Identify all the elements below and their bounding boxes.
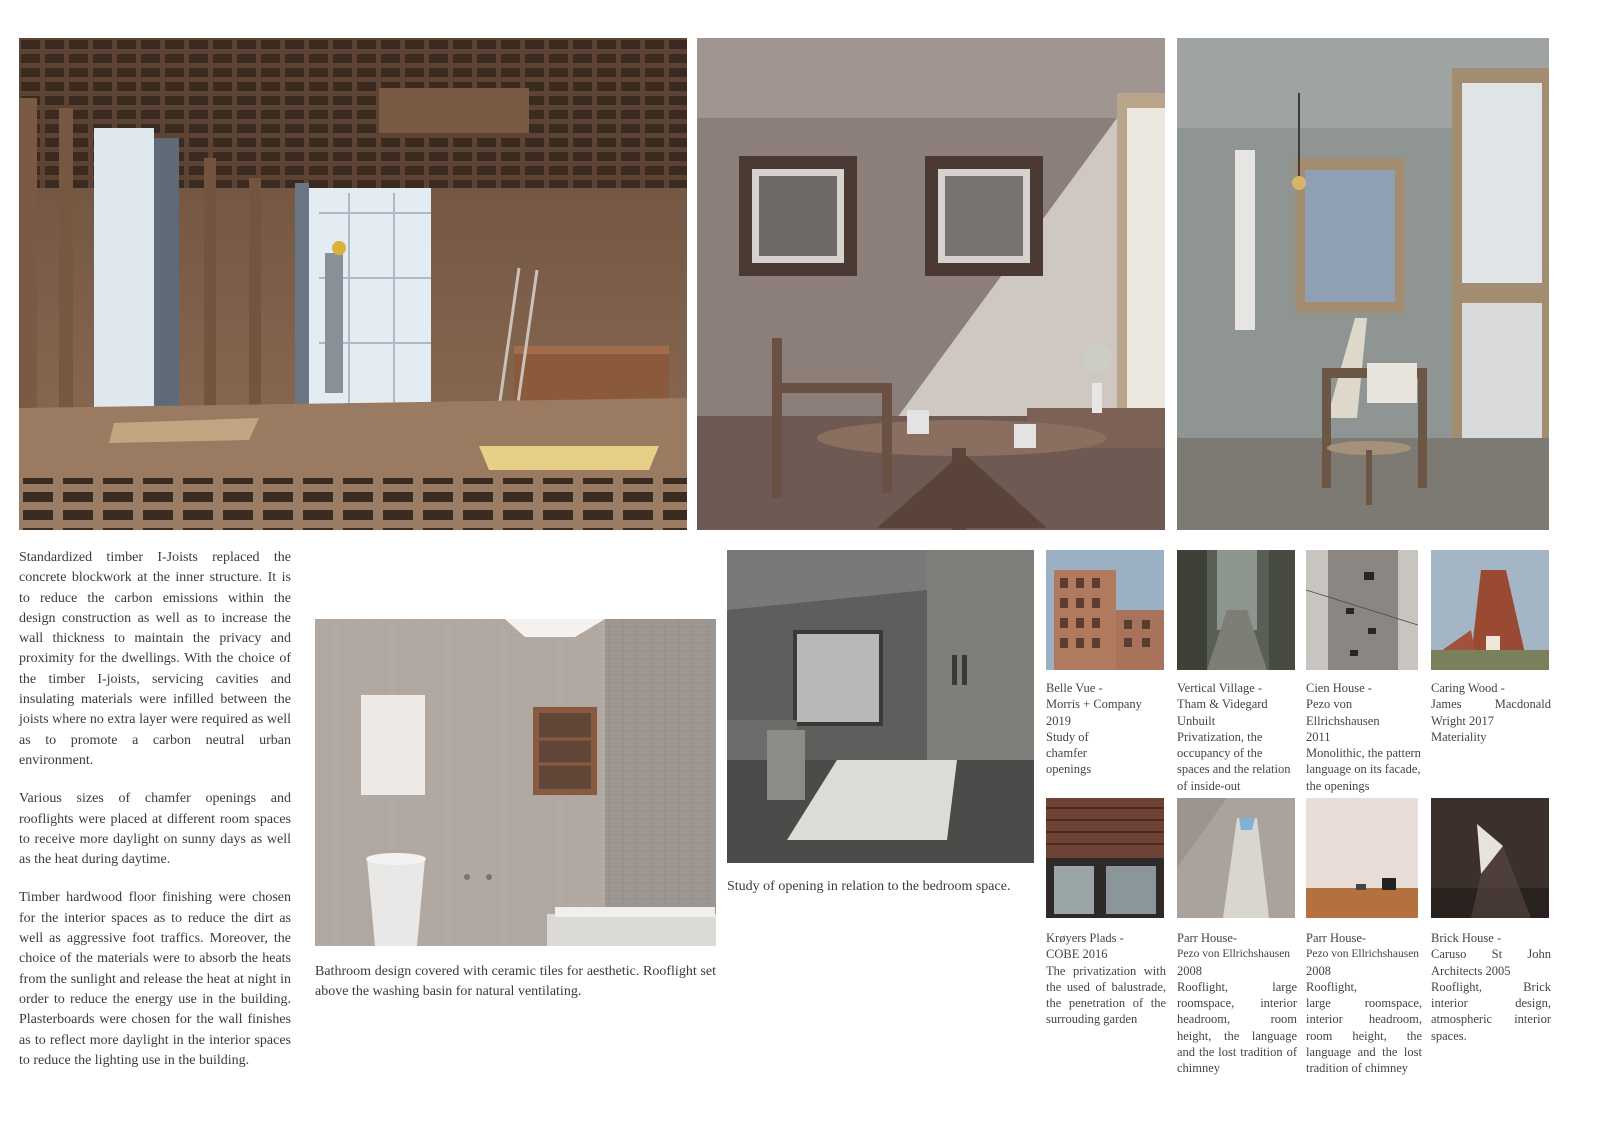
- precedent-caption-8: [1431, 930, 1551, 1044]
- intro-paragraph-3: Timber hardwood floor finishing were chosen for the interior spaces as to reduce the dirt as well as aggressive foot traffics. Moreover, the choice of the materials were to absorb the heats from the sunlight and release the heat at night in order to reduce the energy use in the building. Plasterboards were chosen for the wall finishes as to reflect more daylight in the interior spaces to reduce the lighting use in the building.: [19, 890, 291, 1068]
- precedent-6-line-1: Parr House-: [1177, 931, 1238, 945]
- precedent-2-line-3: Unbuilt: [1177, 713, 1216, 728]
- precedent-5-line-2: COBE 2016: [1046, 947, 1108, 962]
- intro-paragraph-1: Standardized timber I-Joists replaced the concrete blockwork at the inner structure. It is to reduce the carbon emissions within the design construction as well as to increase the wall thickness to maintain the privacy and proximity for the dwellings. With the choice of the timber I-joists, servicing cavities and insulating materials were infilled between the joists where no extra layer were required as well as to promote a carbon neutral urban environment.: [19, 550, 291, 768]
- intro-text: [19, 548, 291, 1089]
- bedroom-opening-render: [727, 550, 1034, 863]
- precedent-3-line-1: Cien House -: [1306, 681, 1372, 695]
- precedent-7-line-1: Parr House-: [1306, 931, 1367, 945]
- precedent-7-line-3: 2008: [1306, 963, 1331, 978]
- precedent-caption-5: [1046, 930, 1166, 1028]
- precedent-caption-7: [1306, 930, 1422, 1077]
- precedent-3-desc: Monolithic, the pattern language on its facade, the openings: [1306, 746, 1421, 793]
- precedent-6-line-3: 2008: [1177, 963, 1202, 978]
- precedent-6-line-2: Pezo von Ellrichshausen: [1177, 948, 1291, 961]
- precedent-4-extra: Materiality: [1431, 729, 1487, 744]
- precedent-4-line-1: Caring Wood -: [1431, 681, 1505, 695]
- precedent-caption-2: [1177, 680, 1297, 794]
- precedent-2-line-1: Vertical Village -: [1177, 681, 1263, 695]
- precedent-thumb-parr-house-interior: [1306, 798, 1418, 918]
- bathroom-caption: Bathroom design covered with ceramic tiles for aesthetic. Rooflight set above the washing basin for natural ventilating.: [315, 964, 716, 1000]
- intro-paragraph-2: Various sizes of chamfer openings and rooflights were placed at different room spaces to receive more daylight on sunny days as well as the heat during daytime.: [19, 791, 291, 868]
- precedent-1-desc: Study of chamfer openings: [1046, 729, 1092, 777]
- precedent-caption-3: [1306, 680, 1422, 794]
- precedent-1-line-3: 2019: [1046, 713, 1071, 728]
- precedent-6-desc: Rooflight, large roomspace, interior headroom, room height, the language and the lost tradition of chimney: [1177, 979, 1297, 1076]
- precedent-4-desc: James Macdonald Wright 2017: [1431, 697, 1551, 728]
- timber-construction-render: [19, 38, 687, 530]
- precedent-2-desc: Privatization, the occupancy of the spaces and the relation of inside-out: [1177, 729, 1291, 793]
- precedent-1-line-2: Morris + Company: [1046, 697, 1142, 712]
- precedent-8-extra: Rooflight, Brick interior design, atmospheric interior spaces.: [1431, 979, 1551, 1043]
- precedent-1-line-1: Belle Vue -: [1046, 681, 1103, 695]
- precedent-8-desc: Caruso St John Architects 2005: [1431, 947, 1551, 978]
- precedent-thumb-vertical-village: [1177, 550, 1295, 670]
- bathroom-render: [315, 619, 716, 946]
- precedent-7-line-4: Rooflight,: [1306, 979, 1358, 994]
- precedent-3-line-2: Pezo von: [1306, 697, 1353, 712]
- precedent-thumb-brick-house: [1431, 798, 1549, 918]
- reading-corner-render: [1177, 38, 1549, 530]
- precedent-5-desc: The privatization with the used of balustrade, the penetration of the surrouding garden: [1046, 963, 1166, 1027]
- precedent-caption-6: [1177, 930, 1297, 1077]
- precedent-2-line-2: Tham & Videgard: [1177, 697, 1268, 712]
- precedent-caption-4: [1431, 680, 1551, 745]
- precedent-thumb-caring-wood: [1431, 550, 1549, 670]
- bedroom-caption: Study of opening in relation to the bedroom space.: [727, 879, 1011, 894]
- precedent-3-line-3: Ellrichshausen: [1306, 713, 1380, 728]
- dining-room-render: [697, 38, 1165, 530]
- precedent-3-line-4: 2011: [1306, 729, 1331, 744]
- precedent-5-line-1: Krøyers Plads -: [1046, 931, 1124, 945]
- precedent-thumb-cien-house: [1306, 550, 1418, 670]
- precedent-7-desc: large roomspace, interior headroom, room height, the language and the lost tradition of chimney: [1306, 996, 1422, 1076]
- precedent-thumb-kroyers-plads: [1046, 798, 1164, 918]
- precedent-7-line-2: Pezo von Ellrichshausen: [1306, 948, 1420, 961]
- precedent-8-line-1: Brick House -: [1431, 931, 1502, 945]
- precedent-thumb-belle-vue: [1046, 550, 1164, 670]
- precedent-thumb-parr-house-rooflight: [1177, 798, 1295, 918]
- precedent-caption-1: [1046, 680, 1168, 778]
